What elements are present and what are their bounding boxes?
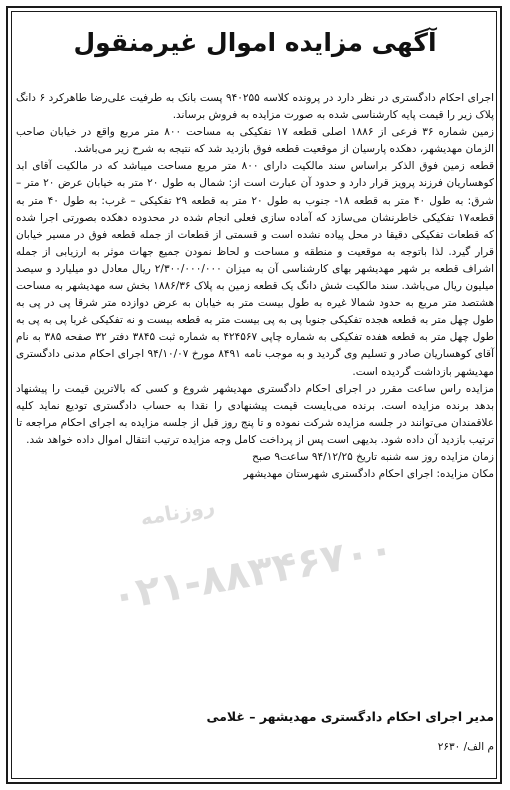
paragraph-intro: اجرای احکام دادگستری در نظر دارد در پرونده کلاسه ۹۴۰۲۵۵ پست بانک به طرفیت علی‌رضا طاهرکرد ۶ دانگ پلاک زیر را قیمت پایه کارشناسی شده به صورت مزایده به فروش برساند. xyxy=(16,92,495,122)
auction-place: مکان مزایده: اجرای احکام دادگستری شهرستان مهدیشهر xyxy=(243,468,494,481)
paragraph-terms: مزایده راس ساعت مقرر در اجرای احکام دادگستری مهدیشهر شروع و کسی که بالاترین قیمت را پیشنهاد بدهد برنده مزایده است. برنده می‌بایست قیمت پیشنهادی را نقدا به حساب دادگستری تودیع نماید کلیه علاقمندان می‌توانند در جلسه مزایده شرکت نموده و تا پنج روز قبل از جلسه مزایده به اجرای احکام مراجعه تا ترتیب بازدید آن داده شود. بدیهی است پس از پرداخت کامل وجه مزایده ترتیب انتقال اموال داده خواهد شد. xyxy=(16,382,494,446)
reference-number: م الف/ ۲۶۳۰ xyxy=(437,741,494,753)
paragraph-details: قطعه زمین فوق الذکر براساس سند مالکیت دارای ۸۰۰ متر مربع مساحت میباشد که در مالکیت آقای ابد کوهساریان فرزند پرویز قرار دارد و حدود آن عبارت است از: شمال به طول ۲۰ متر به خیابان عرض ۲۰ متر – شرق: به طول ۴۰ متر به قطعه ۱۸- جنوب به طول ۲۰ متر به قطعه ۲۹ تفکیکی – غرب: به طول ۴۰ متر به قطعه۱۷ تفکیکی خاطرنشان می‌سازد که آماده سازی فعلی انجام شده در محدوده دهکده بصورتی اجرا شده که قطعات تفکیکی دقیقا در محل پیاده نشده است و قسمتی از قطعات از جمله قطعه فوق در مسیر خیابان قرار گیرد. لذا باتوجه به موقعیت و منطقه و مساحت و لحاظ نمودن جمیع جهات موثر به ارزیابی از جمله اشراف قطعه بر شهر مهدیشهر بهای کارشناسی آن به میزان ۲/۳۰۰/۰۰۰/۰۰۰ ریال معادل دو میلیارد و سیصد میلیون ریال می‌باشد. سند مالکیت شش دانگ یک قطعه زمین به پلاک ۱۸۸۶/۳۶ بخش سه مهدیشهر به مساحت هشتصد متر مربع به حدود شمالا غیره به طول بیست متر به خیابان به عرض دوازده متر شرقا پی در پی به طول چهل متر به قطعه هجده تفکیکی جنوبا پی به پی بیست متر به قطعه بیست و نه تفکیکی غربا پی به پی به طول چهل متر به قطعه هفده تفکیکی به شماره چاپی ۴۲۴۵۶۷ به شماره ثبت ۳۸۴۵ دفتر ۳۲ صفحه ۳۸۵ به نام آقای کوهساریان صادر و تسلیم وی گردید و به موجب نامه ۸۴۹۱ مورخ ۹۴/۱۰/۰۷ اجرای احکام مدنی دادگستری مهدیشهر بازداشت گردیده است. xyxy=(16,160,494,378)
signature: مدیر اجرای احکام دادگستری مهدیشهر – غلامی xyxy=(206,709,494,724)
notice-title: آگهی مزایده اموال غیرمنقول xyxy=(73,28,437,57)
watermark-phone: ۰۲۱-۸۸۳۴۶۷۰۰ xyxy=(108,525,397,621)
paragraph-land: زمین شماره ۳۶ فرعی از ۱۸۸۶ اصلی قطعه ۱۷ تفکیکی به مساحت ۸۰۰ متر مربع واقع در خیابان صاحب الزمان مهدیشهر، دهکده پارسیان از موقعیت قطعه فوق بازدید شد که نتیجه به شرح زیر می‌باشد. xyxy=(16,126,494,156)
notice-body xyxy=(16,90,494,483)
auction-time: زمان مزایده روز سه شنبه تاریخ ۹۴/۱۲/۲۵ ساعت۹ صبح xyxy=(252,450,494,463)
watermark-text: روزنامه xyxy=(138,493,217,531)
